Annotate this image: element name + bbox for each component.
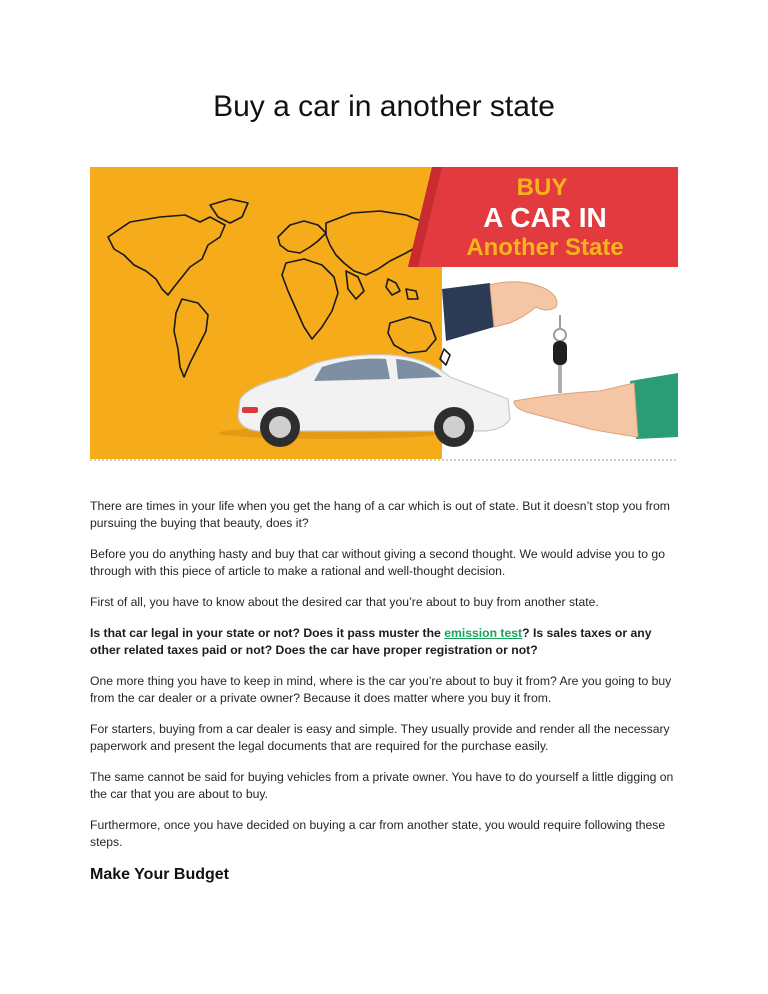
hero-illustration [90, 167, 678, 462]
paragraph: First of all, you have to know about the desired car that you’re about to buy from another state. [90, 595, 599, 609]
paragraph: One more thing you have to keep in mind, where is the car you’re about to buy it from? Are you going to buy from the car dealer or a private owner? Because it does matter where you buy it from. [90, 674, 672, 705]
page-title: Buy a car in another state [213, 90, 555, 123]
paragraph: Before you do anything hasty and buy that car without giving a second thought. We would advise you to go through with this piece of article to make a rational and well-thought decision. [90, 547, 665, 578]
paragraph: There are times in your life when you get the hang of a car which is out of state. But it doesn’t stop you from pursuing the buying that beauty, does it? [90, 499, 670, 530]
article-body [90, 498, 682, 865]
paragraph-bold [90, 625, 682, 659]
banner-text-buy: BUY [516, 174, 568, 201]
paragraph-text: ? Is sales taxes or any other related taxes paid or not? Does the car have proper registration or not? [90, 626, 652, 657]
paragraph-text: Is that car legal in your state or not? Does it pass muster the [90, 626, 445, 640]
banner-text-car: A CAR IN [483, 202, 607, 233]
paragraph: Furthermore, once you have decided on buying a car from another state, you would require following these steps. [90, 818, 666, 849]
paragraph: The same cannot be said for buying vehicles from a private owner. You have to do yourself a little digging on the car that you are about to buy. [90, 770, 674, 801]
paragraph: For starters, buying from a car dealer is easy and simple. They usually provide and render all the necessary paperwork and present the legal documents that are required for the purchase easily. [90, 722, 670, 753]
banner-text-state: Another State [466, 234, 624, 261]
section-heading: Make Your Budget [90, 866, 229, 883]
emission-test-link[interactable]: emission test [444, 626, 523, 640]
